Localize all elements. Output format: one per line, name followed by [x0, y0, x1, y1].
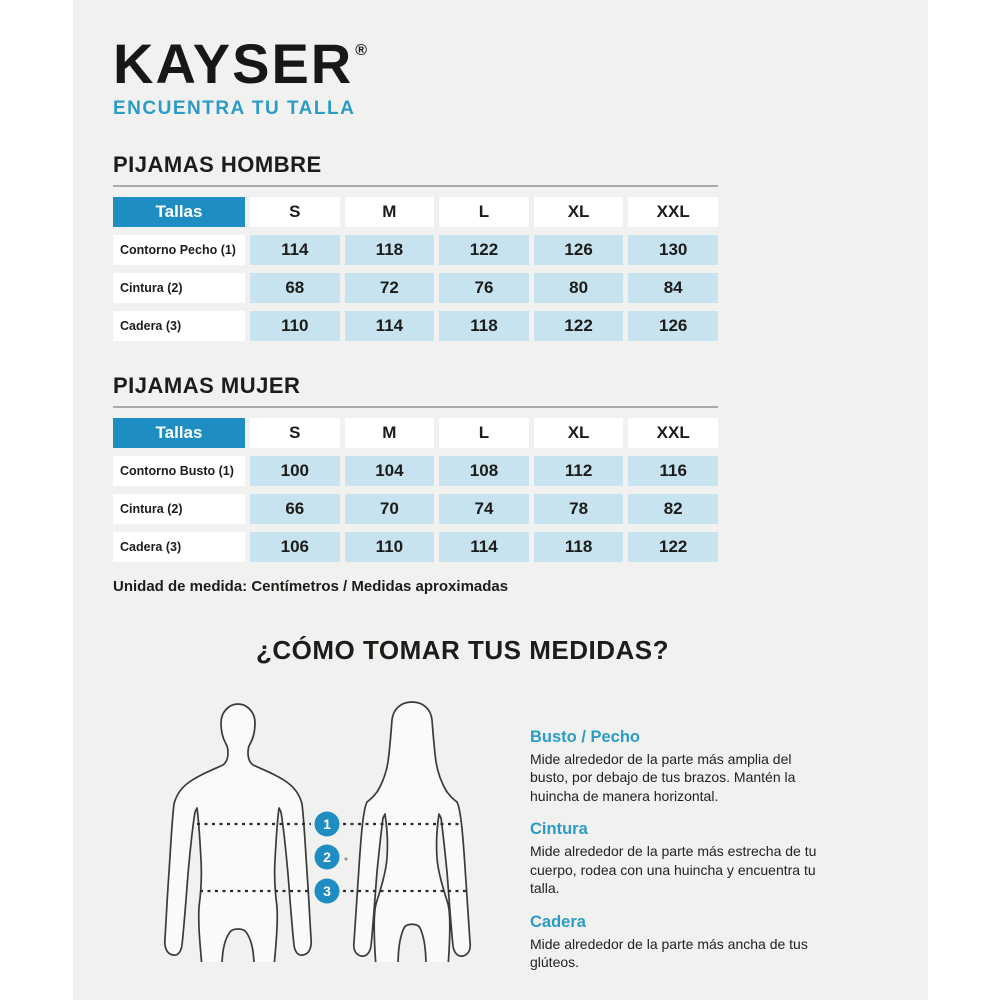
row-label: Cintura (2) [113, 273, 245, 303]
size-value-cell: 74 [439, 494, 529, 524]
female-silhouette-icon [354, 702, 470, 962]
size-value-cell: 108 [439, 456, 529, 486]
size-value-cell: 118 [534, 532, 624, 562]
instruction-text: Mide alrededor de la parte más amplia del busto, por debajo de tus brazos. Mantén la huincha de manera horizontal. [530, 751, 796, 804]
section-title-hombre: PIJAMAS HOMBRE [113, 152, 718, 187]
row-label: Cintura (2) [113, 494, 245, 524]
tallas-header-cell: Tallas [113, 197, 245, 227]
section-title-mujer: PIJAMAS MUJER [113, 373, 718, 408]
size-value-cell: 80 [534, 273, 624, 303]
marker-3-hip [315, 879, 340, 904]
svg-text:1: 1 [323, 816, 331, 832]
size-value-cell: 110 [345, 532, 435, 562]
size-value-cell: 76 [439, 273, 529, 303]
registered-mark: ® [355, 42, 368, 59]
size-value-cell: 116 [628, 456, 718, 486]
size-col-header: XL [534, 197, 624, 227]
svg-text:2: 2 [323, 849, 331, 865]
size-table-hombre [113, 197, 718, 341]
size-value-cell: 118 [345, 235, 435, 265]
size-value-cell: 126 [534, 235, 624, 265]
size-col-header: M [345, 418, 435, 448]
tallas-header-cell: Tallas [113, 418, 245, 448]
row-label: Contorno Busto (1) [113, 456, 245, 486]
measure-diagram-row [113, 692, 888, 987]
size-value-cell: 122 [628, 532, 718, 562]
unit-note: Unidad de medida: Centímetros / Medidas aproximadas [113, 578, 509, 595]
content-panel [73, 0, 928, 1000]
size-col-header: L [439, 418, 529, 448]
size-col-header: S [250, 418, 340, 448]
waist-line-dot [344, 857, 347, 860]
instruction-heading: Busto / Pecho [530, 728, 641, 746]
size-value-cell: 122 [534, 311, 624, 341]
instruction-text: Mide alrededor de la parte más ancha de tus glúteos. [530, 935, 808, 971]
size-value-cell: 82 [628, 494, 718, 524]
size-value-cell: 112 [534, 456, 624, 486]
size-value-cell: 122 [439, 235, 529, 265]
instruction-cadera [530, 913, 830, 972]
size-value-cell: 130 [628, 235, 718, 265]
measure-instructions [530, 692, 830, 987]
size-value-cell: 106 [250, 532, 340, 562]
size-col-header: S [250, 197, 340, 227]
brand-block [113, 32, 888, 120]
body-silhouettes-diagram [150, 692, 530, 962]
size-value-cell: 84 [628, 273, 718, 303]
size-value-cell: 114 [439, 532, 529, 562]
size-col-header: XXL [628, 197, 718, 227]
size-col-header: XXL [628, 418, 718, 448]
size-value-cell: 114 [345, 311, 435, 341]
size-value-cell: 66 [250, 494, 340, 524]
size-table-mujer [113, 418, 718, 562]
size-value-cell: 78 [534, 494, 624, 524]
instruction-heading: Cadera [530, 912, 586, 931]
size-value-cell: 114 [250, 235, 340, 265]
row-label: Contorno Pecho (1) [113, 235, 245, 265]
howto-title: ¿CÓMO TOMAR TUS MEDIDAS? [255, 635, 670, 665]
size-col-header: L [439, 197, 529, 227]
size-value-cell: 68 [250, 273, 340, 303]
brand-tagline: ENCUENTRA TU TALLA [113, 98, 356, 119]
size-col-header: XL [534, 418, 624, 448]
size-value-cell: 118 [439, 311, 529, 341]
row-label: Cadera (3) [113, 311, 245, 341]
instruction-text: Mide alrededor de la parte más estrecha de tu cuerpo, rodea con una huincha y encuentra tu talla. [530, 843, 817, 897]
instruction-heading: Cintura [530, 820, 588, 839]
size-value-cell: 126 [628, 311, 718, 341]
marker-2-waist [315, 845, 340, 870]
instruction-cintura [530, 820, 830, 897]
brand-logo-text: KAYSER [113, 32, 354, 95]
size-value-cell: 110 [250, 311, 340, 341]
brand-logo [113, 32, 888, 95]
size-value-cell: 70 [345, 494, 435, 524]
size-value-cell: 104 [345, 456, 435, 486]
instruction-busto-pecho [530, 728, 830, 805]
size-value-cell: 72 [345, 273, 435, 303]
male-silhouette-icon [165, 704, 311, 962]
size-col-header: M [345, 197, 435, 227]
row-label: Cadera (3) [113, 532, 245, 562]
marker-1-bust [315, 812, 340, 837]
svg-text:3: 3 [323, 883, 331, 899]
size-value-cell: 100 [250, 456, 340, 486]
